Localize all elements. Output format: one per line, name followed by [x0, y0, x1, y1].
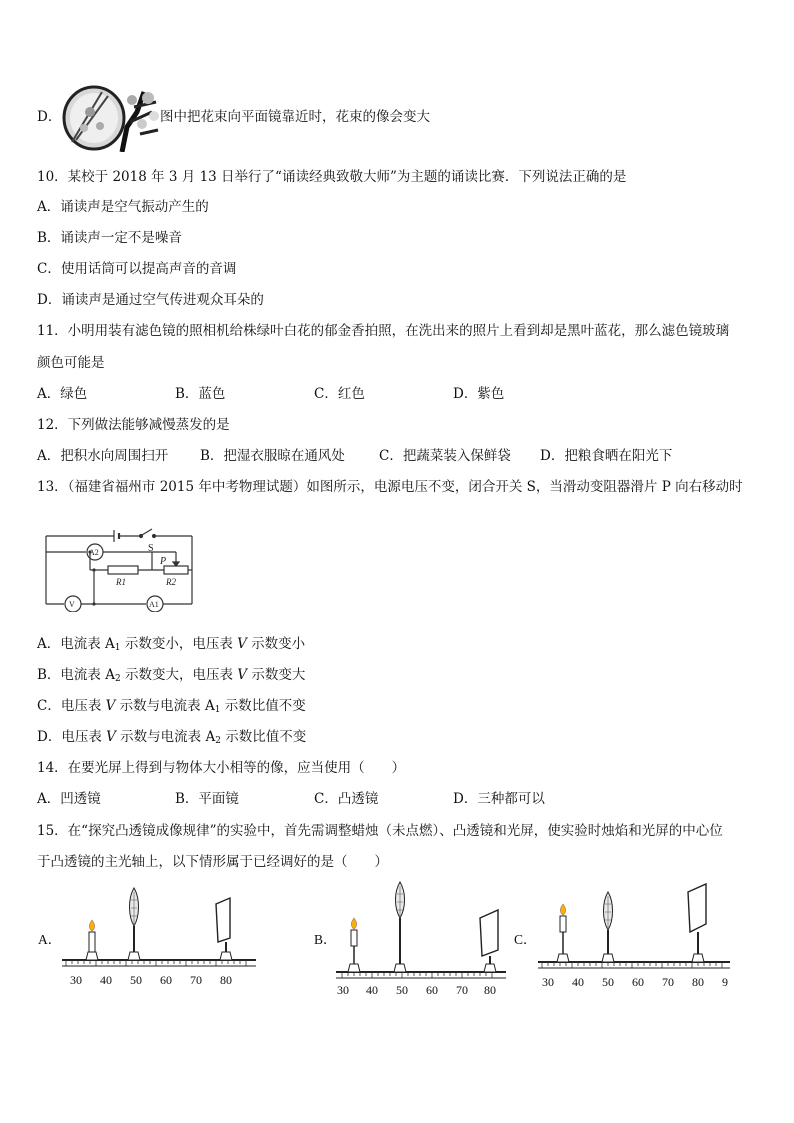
figure-b-tick-30: 30 — [337, 983, 349, 997]
q14-option-d: D．三种都可以 — [453, 791, 545, 807]
q10-option-d: D．诵读声是通过空气传进观众耳朵的 — [37, 292, 264, 308]
q13-option-b: B．电流表 $A_2$ 示数变大，电压表 V 示数变大 — [37, 667, 306, 684]
option-letter: D． — [37, 109, 62, 125]
r2-label: R2 — [166, 577, 176, 587]
q11-option-c: C．红色 — [314, 386, 365, 402]
figure-a-tick-70: 70 — [190, 973, 202, 987]
q12-option-d: D．把粮食晒在阳光下 — [540, 448, 673, 464]
flower-mirror-photo — [62, 82, 160, 152]
q9-option-d-text: 图中把花束向平面镜靠近时，花束的像会变大 — [160, 109, 430, 125]
q13-option-d: D．电压表 V 示数与电流表 $A_2$ 示数比值不变 — [37, 729, 307, 746]
figure-c-tick-90: 9 — [722, 975, 728, 989]
figure-a-tick-50: 50 — [130, 973, 142, 987]
q12-stem: 12．下列做法能够减慢蒸发的是 — [37, 417, 230, 433]
q13-stem: 13．（福建省福州市 2015 年中考物理试题）如图所示，电源电压不变，闭合开关 S，当滑动变阻器滑片 P 向右移动时 — [37, 479, 743, 495]
q14-option-c: C．凸透镜 — [314, 791, 379, 807]
figure-a-screen — [216, 898, 232, 960]
q11-option-b: B．蓝色 — [175, 386, 226, 402]
q11-stem-line2: 颜色可能是 — [37, 355, 105, 371]
q14-stem: 14．在要光屏上得到与物体大小相等的像，应当使用（ ） — [37, 760, 406, 776]
q15-stem-line2: 于凸透镜的主光轴上，以下情形属于已经调好的是（ ） — [37, 854, 388, 870]
q14-option-a: A．凹透镜 — [37, 791, 101, 807]
circuit-diagram — [40, 524, 200, 612]
figure-b-tick-50: 50 — [396, 983, 408, 997]
figure-a-tick-60: 60 — [160, 973, 172, 987]
figure-c-tick-40: 40 — [572, 975, 584, 989]
figure-c-tick-30: 30 — [542, 975, 554, 989]
figure-b-tick-80: 80 — [484, 983, 496, 997]
q11-stem-line1: 11．小明用装有滤色镜的照相机给株绿叶白花的郁金香拍照，在洗出来的照片上看到却是黑叶蓝花，那么滤色镜玻璃 — [37, 323, 730, 339]
figure-c-tick-50: 50 — [602, 975, 614, 989]
q12-option-a: A．把积水向周围扫开 — [37, 448, 169, 464]
figure-a-tick-80: 80 — [220, 973, 232, 987]
r1-label: R1 — [116, 577, 126, 587]
q11-option-a: A．绿色 — [37, 386, 88, 402]
figure-b — [314, 882, 506, 997]
figure-b-screen — [480, 910, 498, 972]
figure-c-screen — [688, 884, 706, 962]
figure-a — [38, 888, 256, 987]
figure-c-lens — [602, 892, 614, 962]
q12-options — [37, 447, 672, 465]
switch-label: S — [148, 543, 154, 554]
q14-options — [37, 790, 545, 808]
figure-a-tick-30: 30 — [70, 973, 82, 987]
a1-label: A1 — [149, 600, 159, 609]
figure-b-candle — [348, 918, 360, 972]
q11-options — [37, 385, 504, 403]
q15-stem-line1: 15．在“探究凸透镜成像规律”的实验中，首先需调整蜡烛（未点燃）、凸透镜和光屏，使实验时烛焰和光屏的中心位 — [37, 823, 723, 839]
figure-b-tick-60: 60 — [426, 983, 438, 997]
a2-label: A2 — [89, 548, 99, 557]
q12-option-b: B．把湿衣服晾在通风处 — [200, 448, 345, 464]
q10-option-b: B．诵读声一定不是噪音 — [37, 230, 182, 246]
q12-option-c: C．把蔬菜装入保鲜袋 — [379, 448, 511, 464]
figure-a-tick-40: 40 — [100, 973, 112, 987]
figure-a-lens — [128, 888, 140, 960]
figure-c-tick-80: 80 — [692, 975, 704, 989]
q10-option-a: A．诵读声是空气振动产生的 — [37, 199, 209, 215]
q9-option-d — [37, 108, 61, 126]
figure-c-tick-70: 70 — [662, 975, 674, 989]
figure-b-lens — [394, 882, 406, 972]
figure-b-tick-70: 70 — [456, 983, 468, 997]
q11-option-d: D．紫色 — [453, 386, 505, 402]
figure-b-tick-40: 40 — [366, 983, 378, 997]
v-label: V — [69, 600, 75, 609]
figure-c-tick-60: 60 — [632, 975, 644, 989]
q10-option-c: C．使用话筒可以提高声音的音调 — [37, 261, 237, 277]
figure-b-label: B． — [314, 932, 337, 947]
figure-c-candle — [557, 904, 569, 962]
optical-bench-figures — [30, 876, 750, 1000]
figure-c-label: C． — [514, 932, 537, 947]
q13-option-c: C．电压表 V 示数与电流表 $A_1$ 示数比值不变 — [37, 698, 306, 715]
q10-stem: 10．某校于 2018 年 3 月 13 日举行了“诵读经典致敬大师”为主题的诵读比赛．下列说法正确的是 — [37, 169, 627, 185]
figure-c — [514, 884, 730, 989]
q13-option-a: A．电流表 $A_1$ 示数变小，电压表 V 示数变小 — [37, 636, 306, 653]
q14-option-b: B．平面镜 — [175, 791, 239, 807]
figure-a-label: A． — [38, 932, 62, 947]
figure-a-candle — [86, 920, 98, 960]
slider-label: P — [160, 556, 167, 567]
